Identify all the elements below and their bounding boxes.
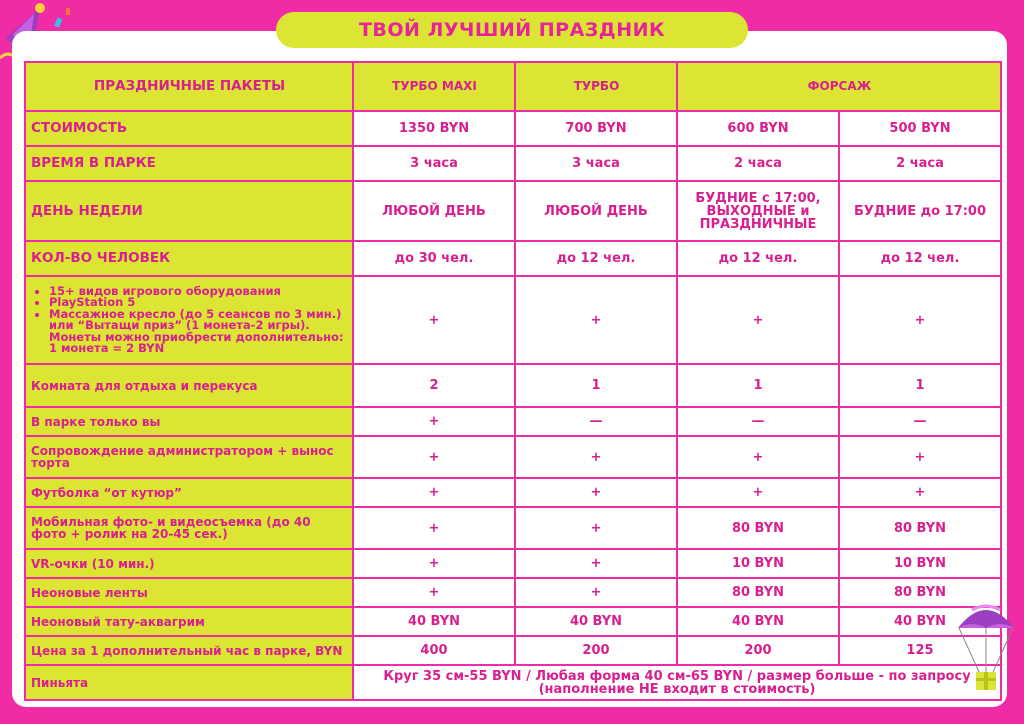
package-forsazh: ФОРСАЖ: [677, 62, 1001, 111]
table-cell: 1: [677, 364, 839, 407]
table-cell: до 12 чел.: [515, 241, 677, 276]
table-row: [25, 146, 1001, 181]
table-cell: БУДНИЕ с 17:00, ВЫХОДНЫЕ и ПРАЗДНИЧНЫЕ: [677, 181, 839, 241]
table-cell: 700 BYN: [515, 111, 677, 146]
table-cell: до 30 чел.: [353, 241, 515, 276]
table-cell: +: [839, 478, 1001, 507]
table-cell: 1: [839, 364, 1001, 407]
table-cell: +: [515, 436, 677, 478]
table-cell: +: [839, 276, 1001, 364]
table-row: [25, 111, 1001, 146]
table-cell: —: [677, 407, 839, 436]
table-cell: 400: [353, 636, 515, 665]
table-cell: 1350 BYN: [353, 111, 515, 146]
table-cell: +: [353, 436, 515, 478]
row-label-extra: Неоновые ленты: [25, 578, 353, 607]
row-label-extra: Неоновый тату-аквагрим: [25, 607, 353, 636]
table-cell: +: [677, 436, 839, 478]
table-row: [25, 407, 1001, 436]
list-item: • Массажное кресло (до 5 сеансов по 3 мин.) или “Вытащи приз” (1 монета-2 игры). Монеты можно приобрести дополнительно: 1 монета = 2 BYN: [49, 309, 348, 355]
list-item: • PlayStation 5: [49, 297, 348, 309]
table-cell: БУДНИЕ до 17:00: [839, 181, 1001, 241]
table-cell: 80 BYN: [677, 507, 839, 549]
table-cell: 3 часа: [515, 146, 677, 181]
features-list: [31, 283, 348, 355]
table-row: [25, 636, 1001, 665]
row-label-people: КОЛ-ВО ЧЕЛОВЕК: [25, 241, 353, 276]
pinata-note-line: (наполнение НЕ входит в стоимость): [538, 681, 816, 697]
table-cell: 40 BYN: [677, 607, 839, 636]
table-cell: +: [515, 578, 677, 607]
row-label-cost: СТОИМОСТЬ: [25, 111, 353, 146]
table-cell: 2 часа: [839, 146, 1001, 181]
header-label: ПРАЗДНИЧНЫЕ ПАКЕТЫ: [25, 62, 353, 111]
table-cell: 2: [353, 364, 515, 407]
table-row: [25, 507, 1001, 549]
table-cell: —: [839, 407, 1001, 436]
table-cell: 40 BYN: [353, 607, 515, 636]
table-cell: 200: [677, 636, 839, 665]
table-cell: 200: [515, 636, 677, 665]
table-row: [25, 478, 1001, 507]
row-label-extra: В парке только вы: [25, 407, 353, 436]
packages-table: [24, 61, 1002, 701]
table-cell: 40 BYN: [839, 607, 1001, 636]
table-cell: ЛЮБОЙ ДЕНЬ: [515, 181, 677, 241]
package-turbo: ТУРБО: [515, 62, 677, 111]
table-cell: +: [677, 478, 839, 507]
row-label-extra: Сопровождение администратором + вынос торта: [25, 436, 353, 478]
table-row: [25, 578, 1001, 607]
table-cell: 500 BYN: [839, 111, 1001, 146]
table-row: [25, 181, 1001, 241]
pinata-cell: [353, 665, 1001, 700]
table-cell: +: [353, 478, 515, 507]
table-cell: —: [515, 407, 677, 436]
table-cell: до 12 чел.: [839, 241, 1001, 276]
table-row: [25, 241, 1001, 276]
package-turbo-maxi: ТУРБО MAXI: [353, 62, 515, 111]
table-cell: 40 BYN: [515, 607, 677, 636]
table-row: [25, 549, 1001, 578]
row-label-extra: Футболка “от кутюр”: [25, 478, 353, 507]
row-label-extra: Мобильная фото- и видеосъемка (до 40 фото + ролик на 20-45 сек.): [25, 507, 353, 549]
row-label-pinata: Пиньята: [25, 665, 353, 700]
features-list-cell: [25, 276, 353, 364]
table-cell: +: [515, 507, 677, 549]
table-cell: +: [353, 407, 515, 436]
table-cell: 10 BYN: [677, 549, 839, 578]
table-row: [25, 607, 1001, 636]
row-label-extra: Цена за 1 дополнительный час в парке, BYN: [25, 636, 353, 665]
table-cell: +: [353, 549, 515, 578]
table-cell: +: [515, 549, 677, 578]
parachute-gift-icon: [955, 598, 1017, 696]
row-label-extra: Комната для отдыха и перекуса: [25, 364, 353, 407]
confetti-icon: [54, 18, 62, 28]
table-cell: 80 BYN: [839, 507, 1001, 549]
table-cell: ЛЮБОЙ ДЕНЬ: [353, 181, 515, 241]
table-cell: +: [353, 578, 515, 607]
table-cell: 80 BYN: [677, 578, 839, 607]
table-cell: +: [515, 478, 677, 507]
table-cell: 600 BYN: [677, 111, 839, 146]
pinata-price-line: Круг 35 см-55 BYN / Любая форма 40 см-65 BYN / размер больше - по запросу: [383, 668, 971, 684]
table-cell: до 12 чел.: [677, 241, 839, 276]
table-cell: 80 BYN: [839, 578, 1001, 607]
table-cell: +: [353, 276, 515, 364]
table-cell: +: [839, 436, 1001, 478]
table-cell: +: [515, 276, 677, 364]
row-label-time: ВРЕМЯ В ПАРКЕ: [25, 146, 353, 181]
page-title: ТВОЙ ЛУЧШИЙ ПРАЗДНИК: [276, 12, 748, 48]
table-row: [25, 436, 1001, 478]
row-label-extra: VR-очки (10 мин.): [25, 549, 353, 578]
row-label-weekday: ДЕНЬ НЕДЕЛИ: [25, 181, 353, 241]
table-cell: 2 часа: [677, 146, 839, 181]
table-row: [25, 276, 1001, 364]
table-cell: 3 часа: [353, 146, 515, 181]
table-cell: 1: [515, 364, 677, 407]
table-row: [25, 665, 1001, 700]
list-item: • 15+ видов игрового оборудования: [49, 286, 348, 298]
table-cell: 10 BYN: [839, 549, 1001, 578]
table-cell: +: [677, 276, 839, 364]
table-cell: 125: [839, 636, 1001, 665]
table-row: [25, 364, 1001, 407]
table-cell: +: [353, 507, 515, 549]
table-header-row: [25, 62, 1001, 111]
